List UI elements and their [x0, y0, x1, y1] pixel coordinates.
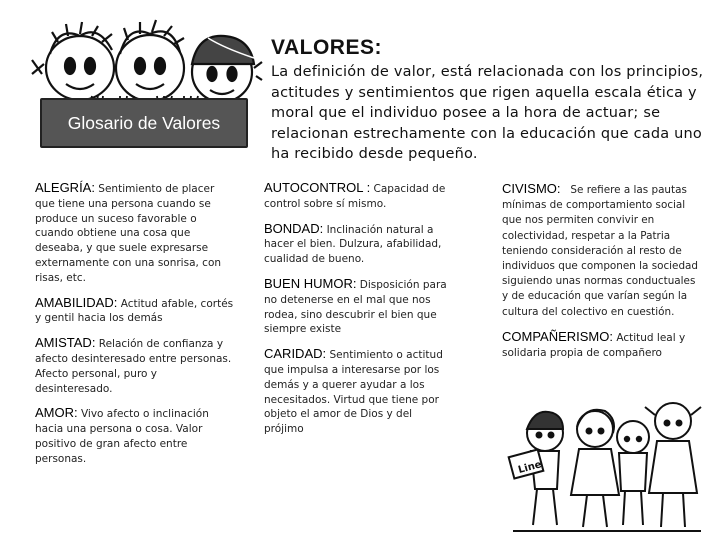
glossary-entry-amistad — [35, 336, 235, 396]
values-definition: La definición de valor, está relacionada con los principios, actitudes y sentimientos que rigen aquella escala ética y moral que el individuo posee a la hora de actuar; se relacionan estrechamente con la educación que cada uno ha recibido desde pequeño. — [271, 64, 704, 162]
kid-left — [32, 22, 114, 100]
entry-text: Actitud afable, cortés y gentil hacia los demás — [35, 297, 234, 325]
glossary-column-1 — [35, 181, 235, 477]
entry-term: BUEN HUMOR: — [264, 275, 357, 291]
kid-right-cap — [192, 36, 262, 102]
entry-term: AUTOCONTROL : — [264, 180, 371, 195]
entry-term: AMABILIDAD: — [35, 294, 118, 310]
glossary-entry-companerismo — [502, 330, 702, 361]
glossary-entry-autocontrol — [264, 181, 448, 212]
entry-text: Inclinación natural a hacer el bien. Dulzura, afabilidad, cualidad de bueno. — [264, 223, 442, 266]
kid-girl-pigtails — [645, 403, 701, 527]
glossary-entry-buen-humor — [264, 277, 448, 337]
entry-text: Se refiere a las pautas mínimas de comportamiento social que nos permiten convivir en colectividad, respetar a la Patria teniendo consideración al resto de individuos que componen la sociedad siguiendo unas normas conductuales y de educación que varían según la cultura del colectivo en cuestión. — [502, 184, 702, 318]
entry-text: Vivo afecto o inclinación hacia una persona o cosa. Valor positivo de gran afecto entre personas. — [35, 408, 209, 465]
entry-term: CIVISMO: — [502, 181, 561, 196]
glossary-column-2 — [264, 181, 448, 447]
entry-text: Relación de confianza y afecto desinteresado entre personas. Afecto personal, puro y desinteresado. — [35, 338, 232, 395]
entry-term: AMISTAD: — [35, 335, 96, 351]
glossary-banner — [40, 98, 248, 148]
entry-term: COMPAÑERISMO: — [502, 328, 613, 344]
entry-term: BONDAD: — [264, 220, 324, 236]
glossary-column-3 — [502, 181, 702, 370]
line-sign-text: Line — [517, 459, 543, 476]
entry-term: CARIDAD: — [264, 346, 327, 362]
banner-label: Glosario de Valores — [67, 112, 221, 133]
kids-in-line-illustration — [505, 393, 705, 538]
entry-text: Sentimiento de placer que tiene una persona cuando se produce un suceso favorable o cuando obtiene una cosa que deseaba, y que suele expresarse externamente con una sonrisa, con risas, etc. — [35, 183, 222, 284]
page-title: VALORES: — [271, 36, 382, 59]
glossary-entry-alegria — [35, 181, 235, 286]
glossary-entry-caridad — [264, 347, 448, 437]
kid-girl — [571, 410, 619, 527]
entry-text: Sentimiento o actitud que impulsa a interesarse por los demás y a querer ayudar a los necesitados. Virtud que tiene por objeto el amor de Dios y del prójimo — [264, 349, 443, 436]
kid-boy — [617, 421, 649, 525]
entry-term: AMOR: — [35, 405, 78, 421]
entry-term: ALEGRÍA: — [35, 180, 95, 195]
glossary-entry-amabilidad — [35, 296, 235, 327]
entry-text: Capacidad de control sobre sí mismo. — [264, 183, 446, 210]
kid-middle — [116, 20, 184, 101]
glossary-entry-civismo — [502, 181, 702, 320]
glossary-entry-amor — [35, 406, 235, 466]
entry-text: Actitud leal y solidaria propia de compañero — [502, 331, 686, 359]
entry-text: Disposición para no detenerse en el mal que nos rodea, sino descubrir el bien que siempre existe — [264, 278, 447, 336]
glossary-entry-bondad — [264, 222, 448, 267]
